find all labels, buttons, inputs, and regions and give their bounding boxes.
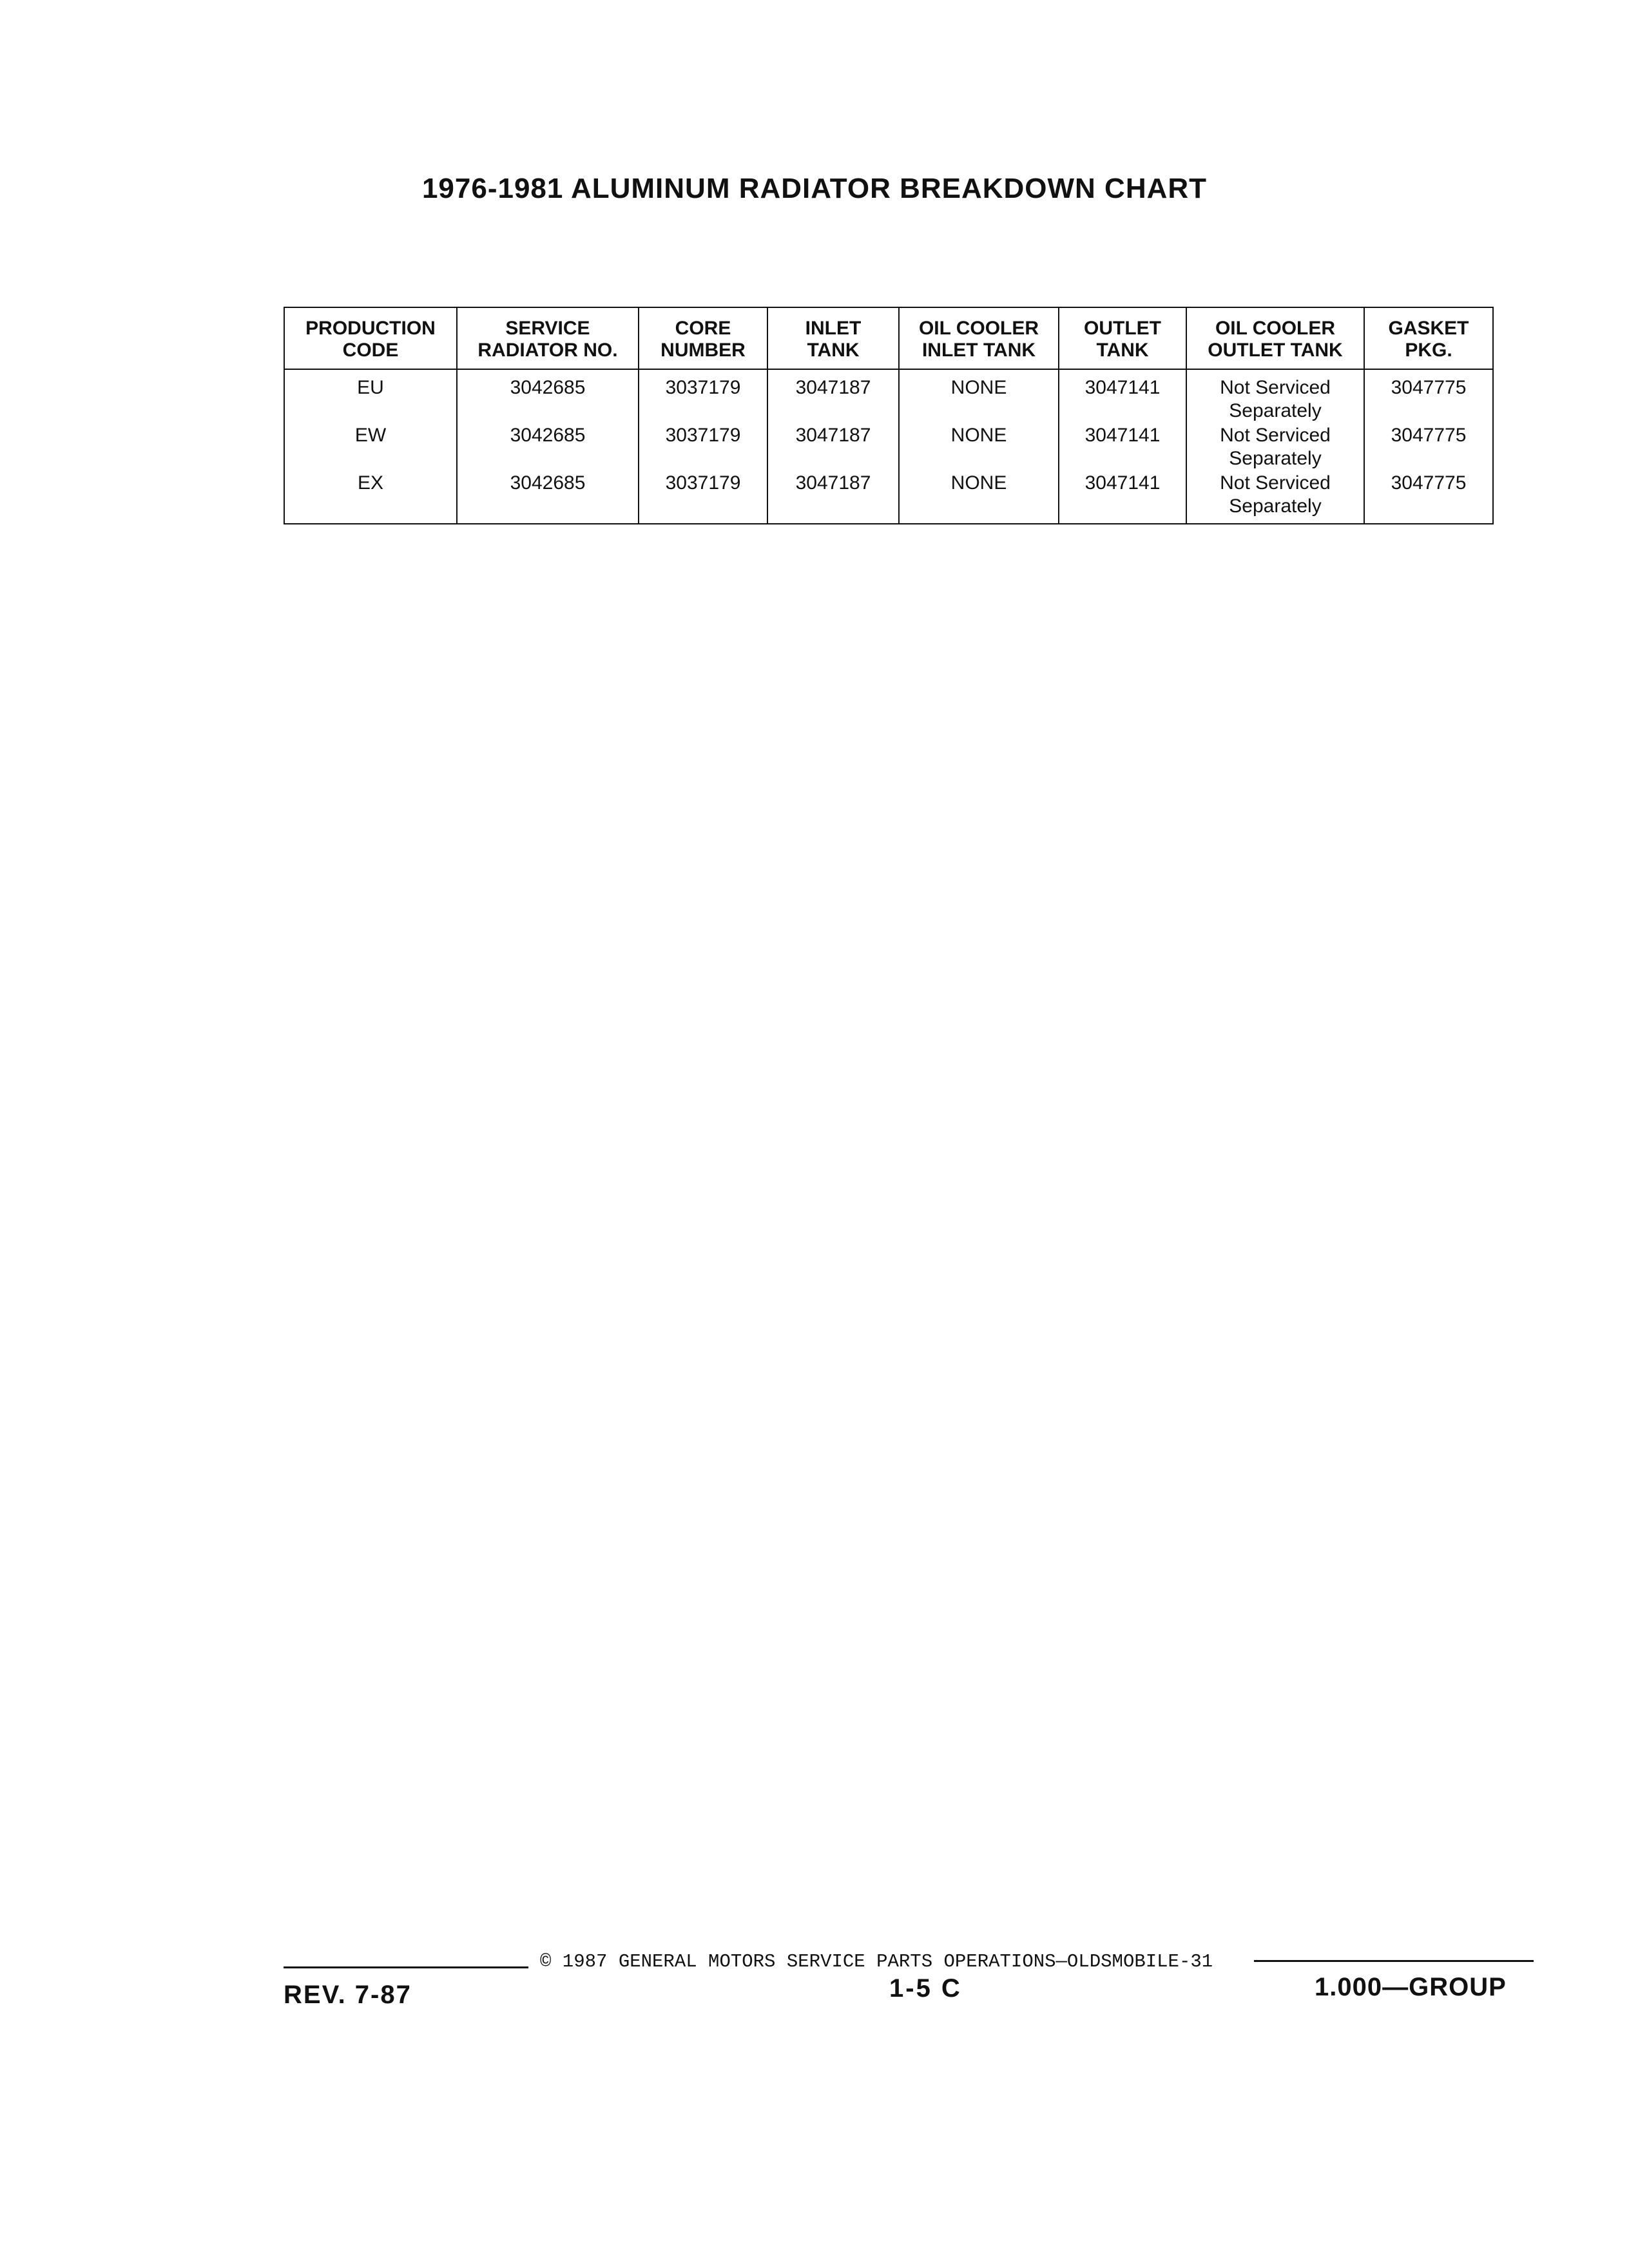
cell-oil-cooler-outlet-tank: Not Serviced Separately	[1186, 472, 1364, 524]
revision-label: REV. 7-87	[284, 1981, 412, 2009]
header-gasket-pkg: GASKET PKG.	[1364, 307, 1493, 369]
group-label: 1.000—GROUP	[1315, 1973, 1507, 2001]
header-oil-cooler-outlet-tank: OIL COOLER OUTLET TANK	[1186, 307, 1364, 369]
table-header-row	[284, 307, 1493, 369]
page-title: 1976-1981 ALUMINUM RADIATOR BREAKDOWN CHART	[421, 173, 1208, 204]
cell-outlet-tank: 3047141	[1059, 424, 1186, 472]
header-oil-cooler-inlet-tank: OIL COOLER INLET TANK	[899, 307, 1059, 369]
header-production-code: PRODUCTION CODE	[284, 307, 457, 369]
cell-core-number: 3037179	[639, 369, 767, 424]
cell-oil-cooler-outlet-tank: Not Serviced Separately	[1186, 424, 1364, 472]
cell-inlet-tank: 3047187	[767, 424, 899, 472]
cell-core-number: 3037179	[639, 424, 767, 472]
table-row	[284, 472, 1493, 524]
header-outlet-tank: OUTLET TANK	[1059, 307, 1186, 369]
header-service-radiator-no: SERVICE RADIATOR NO.	[457, 307, 639, 369]
cell-gasket-pkg: 3047775	[1364, 369, 1493, 424]
cell-production-code: EU	[284, 369, 457, 424]
cell-gasket-pkg: 3047775	[1364, 472, 1493, 524]
cell-oil-cooler-inlet-tank: NONE	[899, 369, 1059, 424]
cell-oil-cooler-inlet-tank: NONE	[899, 424, 1059, 472]
page-number: 1-5 C	[889, 1974, 962, 2003]
cell-inlet-tank: 3047187	[767, 472, 899, 524]
footer-rule-left	[284, 1966, 528, 1968]
cell-production-code: EW	[284, 424, 457, 472]
cell-service-radiator-no: 3042685	[457, 424, 639, 472]
cell-inlet-tank: 3047187	[767, 369, 899, 424]
cell-outlet-tank: 3047141	[1059, 369, 1186, 424]
header-inlet-tank: INLET TANK	[767, 307, 899, 369]
cell-oil-cooler-outlet-tank: Not Serviced Separately	[1186, 369, 1364, 424]
table-row	[284, 369, 1493, 424]
cell-oil-cooler-inlet-tank: NONE	[899, 472, 1059, 524]
cell-core-number: 3037179	[639, 472, 767, 524]
table-row	[284, 424, 1493, 472]
page-footer	[284, 1938, 1534, 2028]
copyright-notice: © 1987 GENERAL MOTORS SERVICE PARTS OPERATIONS—OLDSMOBILE-31	[540, 1951, 1213, 1972]
cell-production-code: EX	[284, 472, 457, 524]
radiator-breakdown-table	[284, 307, 1494, 524]
footer-rule-right	[1254, 1960, 1534, 1962]
cell-gasket-pkg: 3047775	[1364, 424, 1493, 472]
cell-service-radiator-no: 3042685	[457, 369, 639, 424]
cell-outlet-tank: 3047141	[1059, 472, 1186, 524]
header-core-number: CORE NUMBER	[639, 307, 767, 369]
cell-service-radiator-no: 3042685	[457, 472, 639, 524]
